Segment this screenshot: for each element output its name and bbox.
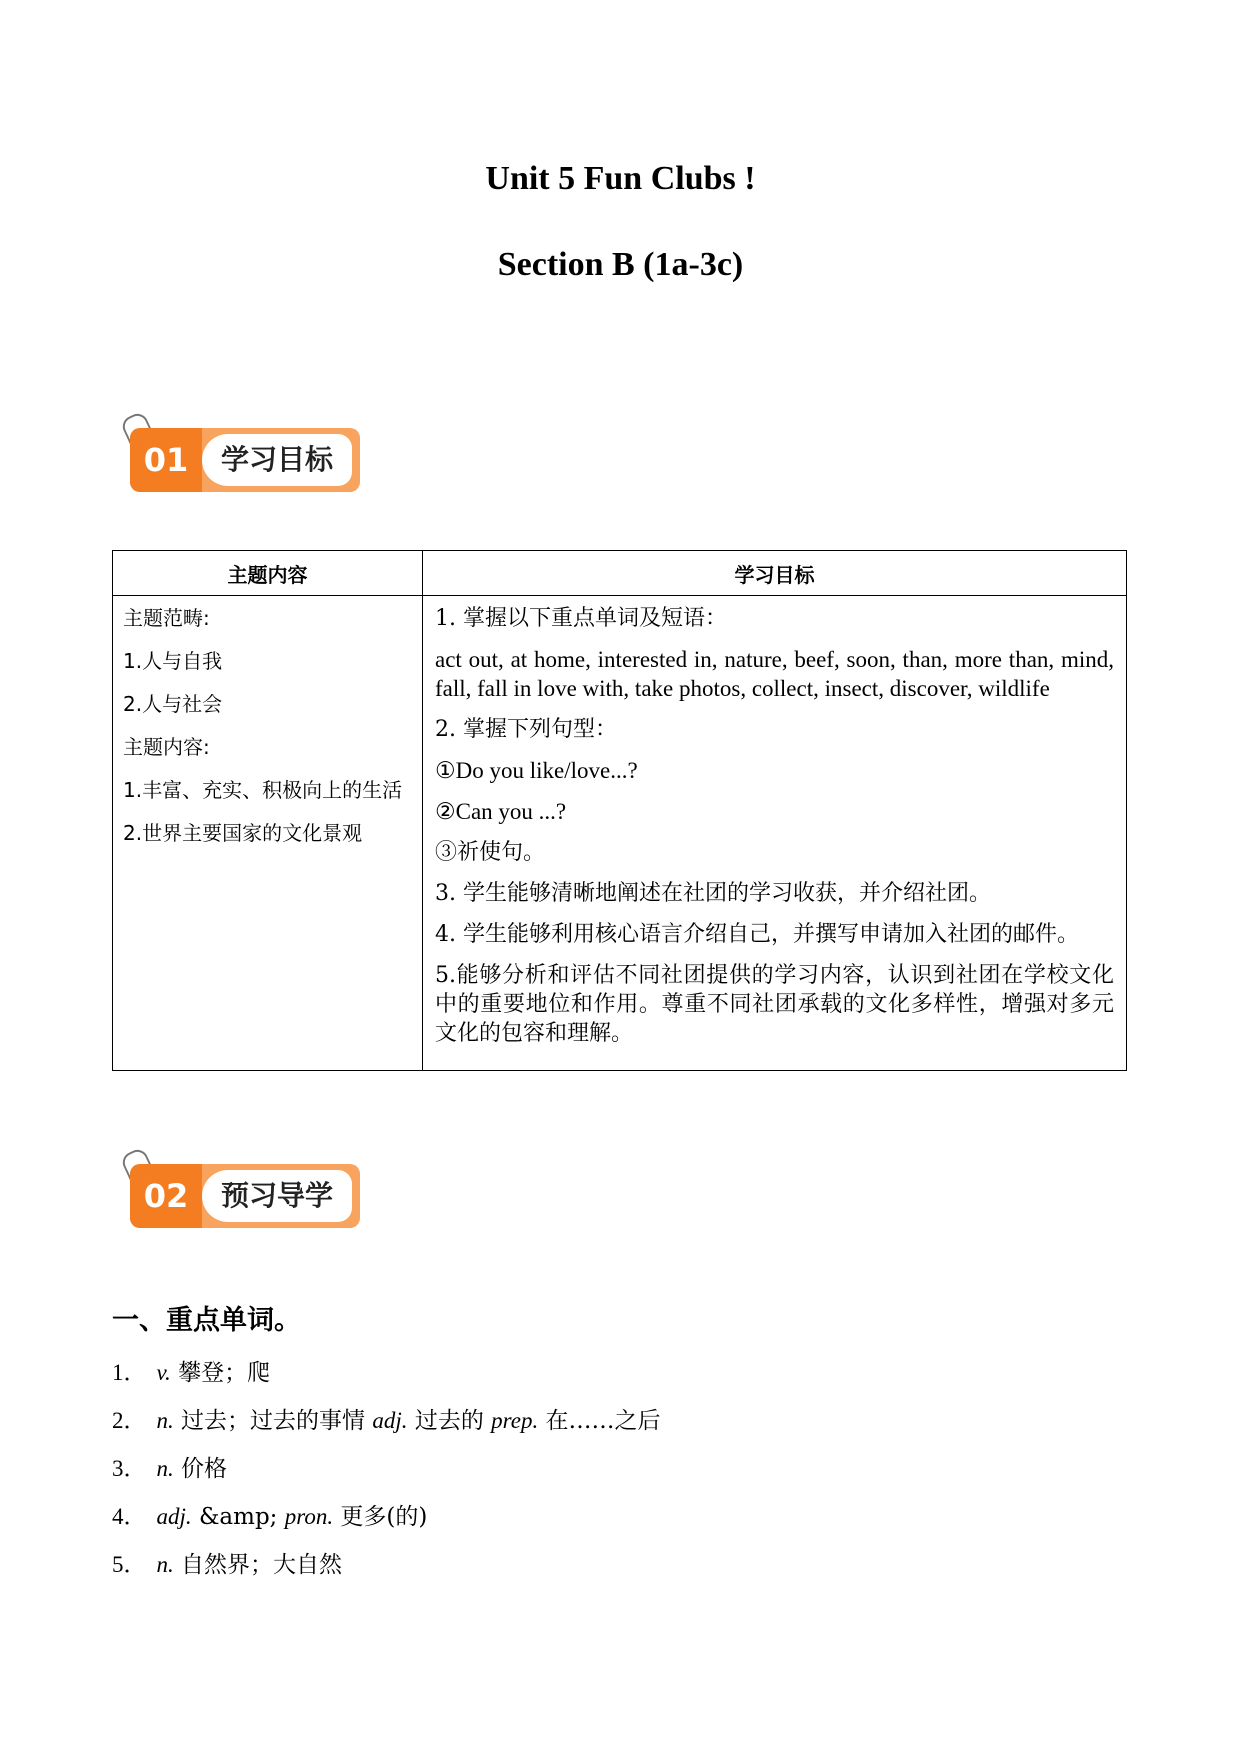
section-badge-goals [122, 414, 362, 494]
goal-1: 1. 掌握以下重点单词及短语： [435, 606, 727, 631]
goals-table [112, 550, 1127, 1071]
section-badge-preview [122, 1150, 362, 1230]
part-of-speech: v. [156, 1360, 171, 1385]
theme-cell [113, 596, 423, 1071]
header-learning-goals: 学习目标 [423, 551, 1127, 596]
scope-item: 2.人与社会 [123, 692, 223, 716]
goal-5: 5.能够分析和评估不同社团提供的学习内容，认识到社团在学校文化中的重要地位和作用。尊重不同社团承载的文化多样性，增强对多元文化的包容和理解。 [435, 963, 1114, 1046]
part-of-speech: n. [156, 1456, 174, 1481]
item-number: 1． [112, 1360, 147, 1385]
scope-title: 主题范畴: [123, 606, 210, 630]
vocab-list [112, 1358, 661, 1598]
part-of-speech: prep. [491, 1408, 539, 1433]
item-number: 3． [112, 1456, 147, 1481]
content-title: 主题内容: [123, 735, 210, 759]
section-heading: 一、重点单词。 [112, 1305, 301, 1336]
badge-number: 02 [130, 1164, 202, 1228]
list-item [112, 1454, 661, 1502]
item-number: 2． [112, 1408, 147, 1433]
meaning: 攀登；爬 [170, 1360, 271, 1386]
table-row [113, 596, 1127, 1071]
goal-3: 3. 学生能够清晰地阐述在社团的学习收获，并介绍社团。 [435, 881, 991, 906]
part-of-speech: n. [156, 1552, 174, 1577]
badge-label: 学习目标 [202, 434, 352, 486]
scope-item: 1.人与自我 [123, 649, 223, 673]
list-item [112, 1502, 661, 1550]
part-of-speech: n. [156, 1408, 174, 1433]
meaning: 在……之后 [538, 1408, 661, 1434]
header-theme-content: 主题内容 [113, 551, 423, 596]
part-of-speech: adj. [372, 1408, 408, 1433]
goals-cell [423, 596, 1127, 1071]
meaning: 更多(的) [333, 1504, 428, 1530]
list-item [112, 1550, 661, 1598]
item-number: 5． [112, 1552, 147, 1577]
badge-number: 01 [130, 428, 202, 492]
doc-title: Unit 5 Fun Clubs ! [485, 160, 756, 197]
list-item [112, 1358, 661, 1406]
goal-4: 4. 学生能够利用核心语言介绍自己，并撰写申请加入社团的邮件。 [435, 922, 1079, 947]
meaning: 过去；过去的事情 [173, 1408, 373, 1434]
sentence-pattern: ②Can you ...? [435, 799, 567, 824]
meaning: 价格 [173, 1456, 228, 1482]
goal-1-words: act out, at home, interested in, nature, beef, soon, than, more than, mind, fall, fall in love with, take photos, collect, insect, discover, wildlife [435, 647, 1114, 701]
goal-2: 2. 掌握下列句型： [435, 717, 617, 742]
doc-subtitle: Section B (1a-3c) [497, 246, 744, 283]
sentence-pattern: ①Do you like/love...? [435, 758, 638, 783]
part-of-speech: pron. [284, 1504, 334, 1529]
item-number: 4． [112, 1504, 147, 1529]
list-item [112, 1406, 661, 1454]
table-header-row [113, 551, 1127, 596]
meaning: 过去的 [407, 1408, 492, 1434]
meaning: &amp; [191, 1504, 285, 1530]
content-item: 2.世界主要国家的文化景观 [123, 821, 363, 845]
sentence-pattern: ③祈使句。 [435, 840, 546, 865]
content-item: 1.丰富、充实、积极向上的生活 [123, 778, 403, 802]
badge-label: 预习导学 [202, 1170, 352, 1222]
meaning: 自然界；大自然 [173, 1552, 343, 1578]
part-of-speech: adj. [156, 1504, 192, 1529]
